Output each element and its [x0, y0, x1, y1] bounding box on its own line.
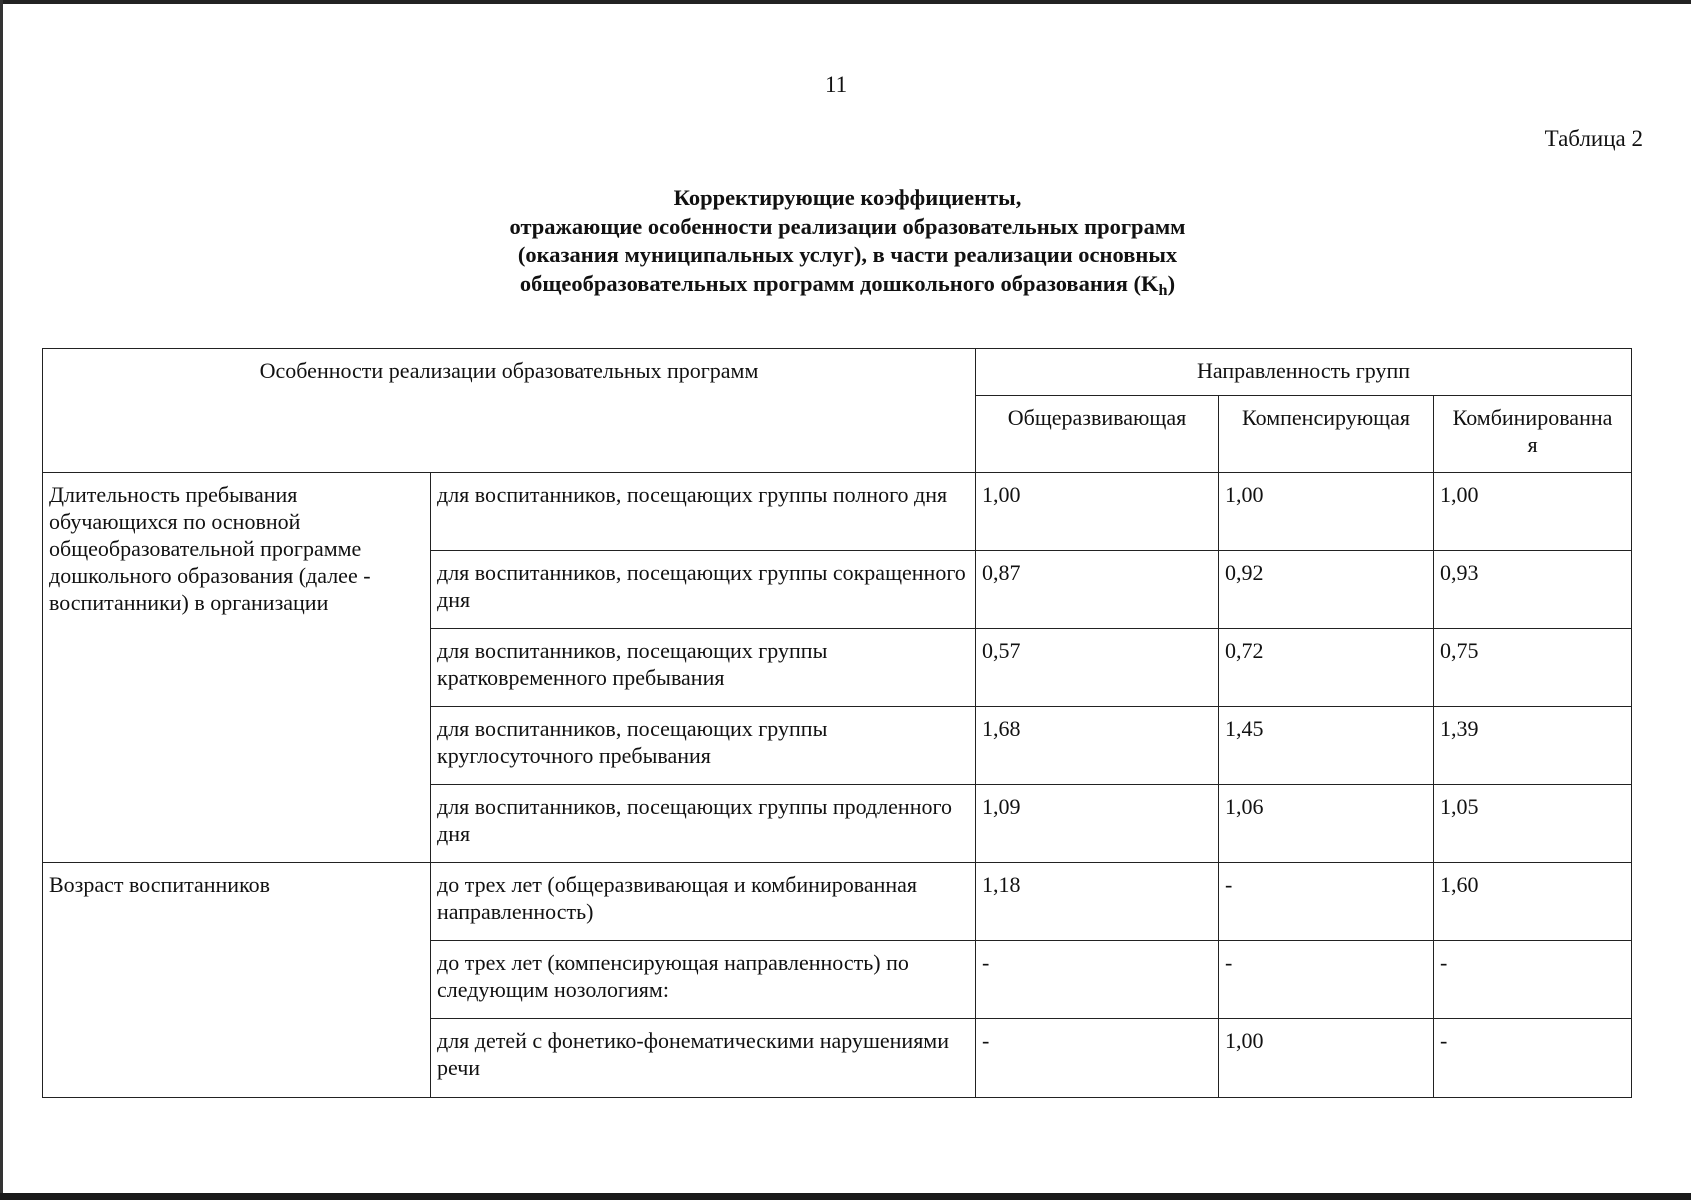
row-description: для воспитанников, посещающих группы полного дня [431, 473, 976, 551]
title-subscript: h [1158, 280, 1168, 299]
value-cell: - [1219, 941, 1434, 1019]
title-line-3: (оказания муниципальных услуг), в части реализации основных [517, 242, 1178, 267]
value-cell: 0,75 [1434, 629, 1632, 707]
value-cell: 0,93 [1434, 551, 1632, 629]
value-cell: 1,00 [1219, 473, 1434, 551]
row-description: до трех лет (общеразвивающая и комбинированная направленность) [431, 863, 976, 941]
value-cell: 1,18 [976, 863, 1219, 941]
value-cell: 1,00 [976, 473, 1219, 551]
header-features: Особенности реализации образовательных программ [43, 349, 976, 473]
value-cell: - [976, 1019, 1219, 1098]
value-cell: 1,09 [976, 785, 1219, 863]
title-line-4-text: общеобразовательных программ дошкольного образования (K [519, 270, 1159, 296]
value-cell: - [1434, 1019, 1632, 1098]
value-cell: 0,87 [976, 551, 1219, 629]
row-description: для воспитанников, посещающих группы круглосуточного пребывания [431, 707, 976, 785]
row-description: для воспитанников, посещающих группы кратковременного пребывания [431, 629, 976, 707]
column-header-compensating: Компенсирующая [1219, 396, 1434, 473]
value-cell: 1,39 [1434, 707, 1632, 785]
page-number: 11 [825, 72, 848, 97]
title-line-1: Корректирующие коэффициенты, [673, 185, 1022, 210]
column-header-combined: Комбинированна я [1434, 396, 1632, 473]
value-cell: 1,45 [1219, 707, 1434, 785]
value-cell: 1,00 [1219, 1019, 1434, 1098]
value-cell: 1,05 [1434, 785, 1632, 863]
scan-border-top [0, 0, 1691, 4]
row-description: до трех лет (компенсирующая направленность) по следующим нозологиям: [431, 941, 976, 1019]
scan-border-bottom [0, 1193, 1691, 1200]
row-description: для воспитанников, посещающих группы сокращенного дня [431, 551, 976, 629]
value-cell: - [1434, 941, 1632, 1019]
coefficients-table [42, 348, 1632, 1098]
table-row [43, 863, 1632, 941]
value-cell: 0,92 [1219, 551, 1434, 629]
value-cell: - [1219, 863, 1434, 941]
table-row [43, 473, 1632, 551]
title-line-4 [300, 270, 1395, 301]
title-line-4-end: ) [1167, 270, 1176, 296]
column-header-general: Общеразвивающая [976, 396, 1219, 473]
value-cell: 1,68 [976, 707, 1219, 785]
group-label-age: Возраст воспитанников [43, 863, 431, 1098]
table-header-row [43, 349, 1632, 396]
value-cell: - [976, 941, 1219, 1019]
row-description: для воспитанников, посещающих группы продленного дня [431, 785, 976, 863]
group-label-duration: Длительность пребывания обучающихся по основной общеобразовательной программе дошкольного образования (далее - воспитанники) в организации [43, 473, 431, 863]
document-title [300, 184, 1395, 300]
scan-border-left [0, 0, 3, 1200]
title-line-2: отражающие особенности реализации образовательных программ [509, 213, 1186, 239]
value-cell: 1,06 [1219, 785, 1434, 863]
table-label: Таблица 2 [1544, 126, 1643, 151]
header-direction: Направленность групп [976, 349, 1632, 396]
value-cell: 0,72 [1219, 629, 1434, 707]
row-description: для детей с фонетико-фонематическими нарушениями речи [431, 1019, 976, 1098]
value-cell: 1,00 [1434, 473, 1632, 551]
value-cell: 1,60 [1434, 863, 1632, 941]
value-cell: 0,57 [976, 629, 1219, 707]
